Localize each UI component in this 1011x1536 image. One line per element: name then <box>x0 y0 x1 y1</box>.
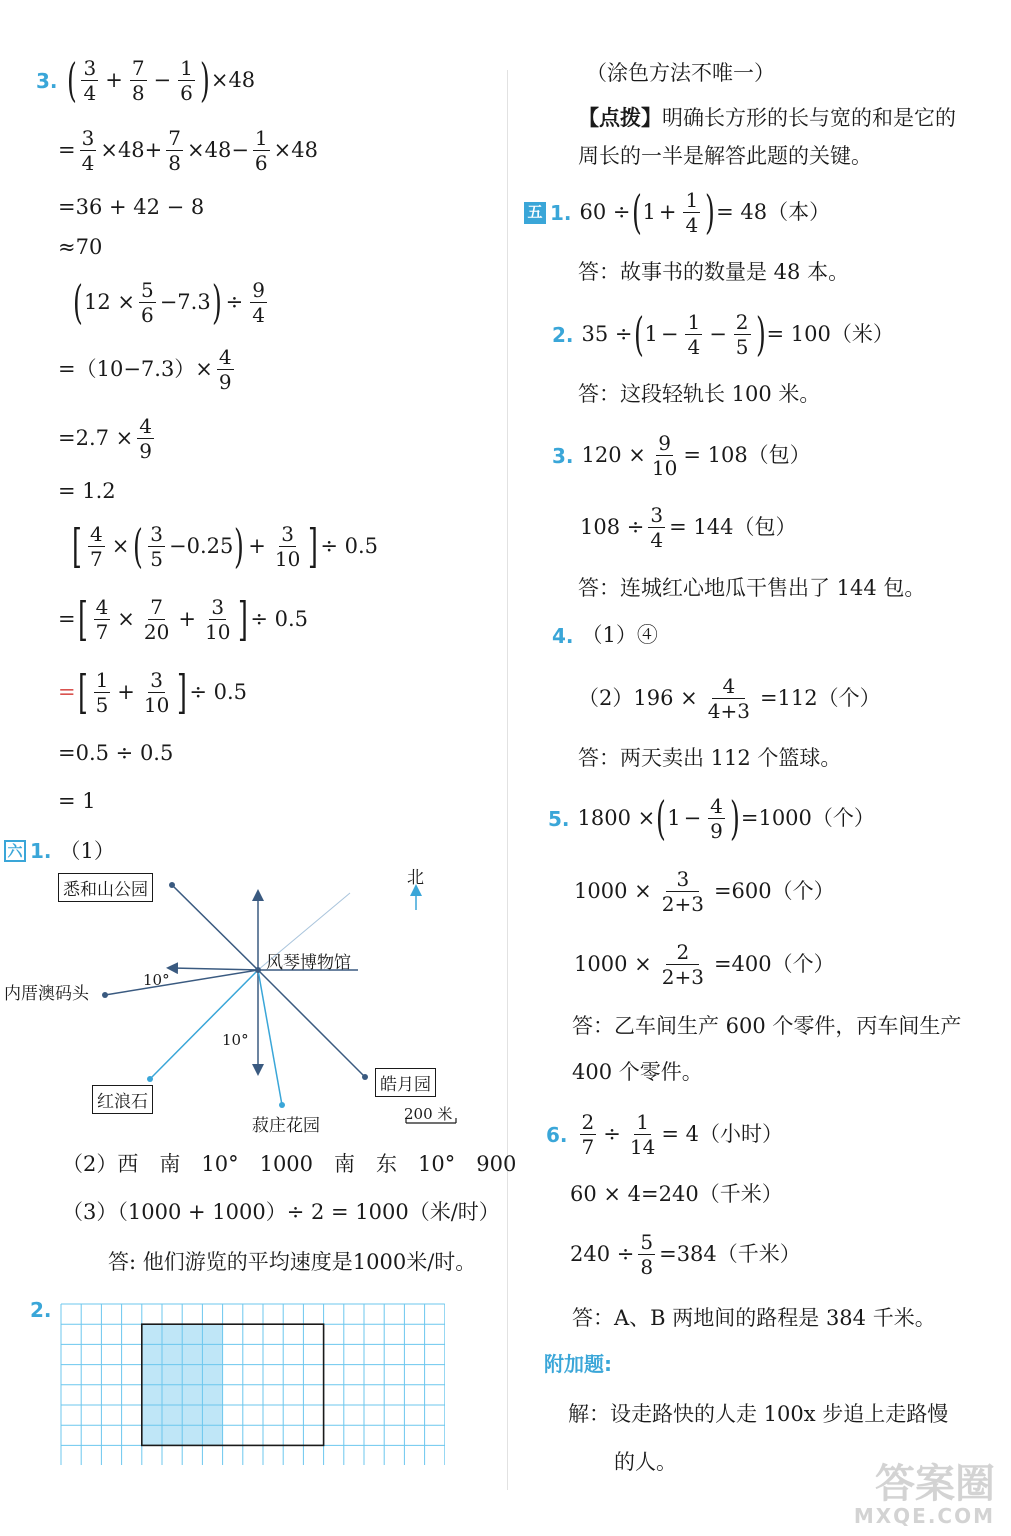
watermark: 答案圈 MXQE.COM <box>853 1461 995 1528</box>
q5-answer-1: 答：乙车间生产 600 个零件，丙车间生产 <box>572 1014 962 1038</box>
extra-title: 附加题: <box>544 1352 612 1376</box>
section-six-header: 六 1. （1） <box>4 840 115 862</box>
q3-expr-3-step-2: = [ $\frac{1}{5}$ + $\frac{3}{10}$ ] ÷ 0.5 <box>58 664 247 719</box>
fraction: $\frac{9}{10}$ <box>651 431 678 480</box>
fraction: $\frac{3}{10}$ <box>204 595 231 644</box>
fraction: $\frac{9}{4}$ <box>252 278 265 327</box>
fraction: $\frac{3}{10}$ <box>274 522 301 571</box>
q3-line-3: =36 + 42 − 8 <box>58 195 205 219</box>
fraction: $\frac{4}{4+3}$ <box>707 674 750 723</box>
q6-step-3: 240 ÷ $\frac{5}{8}$ =384（千米） <box>570 1230 801 1279</box>
fraction: $\frac{4}{9}$ <box>139 414 152 463</box>
section-five-q1: 五 1. 60 ÷ ( 1 + $\frac{1}{4}$ ) = 48（本） <box>524 190 830 235</box>
q2-expr: 2. 35 ÷ ( 1 − $\frac{1}{4}$ − $\frac{2}{5}$ ) = 100（米） <box>552 306 894 361</box>
q3-line-4: ≈70 <box>58 235 103 259</box>
q6-step-2: 60 × 4=240（千米） <box>570 1182 783 1206</box>
q2-answer: 答：这段轻轨长 100 米。 <box>578 382 821 406</box>
fraction: $\frac{2}{5}$ <box>735 310 749 359</box>
fraction: $\frac{3}{10}$ <box>143 668 170 717</box>
fraction: $\frac{7}{8}$ <box>131 56 145 105</box>
fraction: $\frac{4}{7}$ <box>89 522 103 571</box>
fraction: $\frac{1}{6}$ <box>180 56 193 105</box>
fraction: $\frac{1}{5}$ <box>95 668 109 717</box>
north-label: 北 <box>407 868 424 888</box>
scale-label: 200 米 <box>404 1105 453 1123</box>
q3-expr: 3. 120 × $\frac{9}{10}$ = 108（包） <box>552 431 811 480</box>
fraction: $\frac{2}{2+3}$ <box>661 940 704 989</box>
fraction: $\frac{3}{2+3}$ <box>661 867 704 916</box>
q4-part-1: 4. （1）④ <box>552 623 658 648</box>
fraction: $\frac{1}{14}$ <box>629 1110 656 1159</box>
fraction: $\frac{4}{9}$ <box>710 794 723 843</box>
section-badge: 六 <box>4 840 26 862</box>
angle-label-2: 10° <box>222 1031 249 1049</box>
q1-answer: 答：故事书的数量是 48 本。 <box>578 260 850 284</box>
fraction: $\frac{1}{4}$ <box>685 188 699 237</box>
part-2: （2）西 南 10° 1000 南 东 10° 900 <box>62 1152 517 1176</box>
fraction: $\frac{2}{7}$ <box>581 1110 595 1159</box>
fraction: $\frac{5}{8}$ <box>640 1230 654 1279</box>
q4-answer: 答：两天卖出 112 个篮球。 <box>578 746 842 770</box>
column-divider <box>507 70 508 1490</box>
q5-step-3: 1000 × $\frac{2}{2+3}$ =400（个） <box>574 940 835 989</box>
angle-label-1: 10° <box>143 971 170 989</box>
extra-line-1: 解：设走路快的人走 100x 步追上走路慢 <box>568 1402 949 1426</box>
q3-expr-3-step-3: =0.5 ÷ 0.5 <box>58 741 174 765</box>
location-moon: 皓月园 <box>375 1068 436 1097</box>
location-redrock: 红浪石 <box>92 1085 153 1114</box>
note-coloring: （涂色方法不唯一） <box>586 61 775 85</box>
q3-expr-2-result: = 1.2 <box>58 479 116 503</box>
q3-expr-2-step-1: =（10−7.3）× $\frac{4}{9}$ <box>58 345 232 394</box>
fraction: $\frac{7}{20}$ <box>143 595 170 644</box>
q3-expr-3-result: = 1 <box>58 789 96 813</box>
section-badge: 五 <box>524 202 546 224</box>
fraction: $\frac{1}{6}$ <box>254 126 268 175</box>
shading-grid <box>60 1303 445 1465</box>
q5-expr: 5. 1800 × ( 1 − $\frac{4}{9}$ ) =1000（个） <box>548 790 875 845</box>
extra-line-2: 的人。 <box>614 1450 677 1474</box>
q3-line-1: 3. ( $\frac{3}{4}$ + $\frac{7}{8}$ − $\frac{1}{6}$ ) ×48 <box>36 52 256 107</box>
q3-expr-2-step-2: =2.7 × $\frac{4}{9}$ <box>58 414 152 463</box>
part-3: （3）（1000 + 1000）÷ 2 = 1000（米/时） <box>62 1200 500 1224</box>
q2-label: 2. <box>30 1298 52 1322</box>
location-museum: 风琴博物馆 <box>266 953 351 973</box>
fraction: $\frac{4}{7}$ <box>95 595 109 644</box>
q3-expr-2: ( 12 × $\frac{5}{6}$ −7.3 ) ÷ $\frac{9}{4}$ <box>73 274 265 329</box>
q3-line-2: = $\frac{3}{4}$ ×48+ $\frac{7}{8}$ ×48− $\frac{1}{6}$ ×48 <box>58 126 318 175</box>
grid-svg <box>60 1303 445 1465</box>
q3-expr-3: [ $\frac{4}{7}$ × ( $\frac{3}{5}$ −0.25 ) + $\frac{3}{10}$ ] ÷ 0.5 <box>72 518 378 573</box>
fraction: $\frac{4}{9}$ <box>218 345 232 394</box>
tip-line-2: 周长的一半是解答此题的关键。 <box>578 144 872 168</box>
q3-expr-3-step-1: = [ $\frac{4}{7}$ × $\frac{7}{20}$ + $\frac{3}{10}$ ] ÷ 0.5 <box>58 591 309 646</box>
location-wharf: 内厝澳码头 <box>4 984 89 1004</box>
q5-step-2: 1000 × $\frac{3}{2+3}$ =600（个） <box>574 867 835 916</box>
fraction: $\frac{1}{4}$ <box>687 310 701 359</box>
q4-part-2: （2）196 × $\frac{4}{4+3}$ =112（个） <box>578 674 881 723</box>
location-garden: 菽庄花园 <box>252 1116 320 1136</box>
location-park: 悉和山公园 <box>58 873 153 902</box>
fraction: $\frac{7}{8}$ <box>168 126 181 175</box>
fraction: $\frac{3}{5}$ <box>150 522 163 571</box>
q5-answer-2: 400 个零件。 <box>572 1060 703 1084</box>
fraction: $\frac{3}{4}$ <box>83 56 97 105</box>
tip-line-1: 【点拨】 明确长方形的长与宽的和是它的 <box>578 106 956 130</box>
fraction: $\frac{3}{4}$ <box>81 126 95 175</box>
part-3-answer: 答: 他们游览的平均速度是1000米/时。 <box>108 1250 477 1274</box>
q6-answer: 答：A、B 两地间的路程是 384 千米。 <box>572 1306 936 1330</box>
q3-answer: 答：连城红心地瓜干售出了 144 包。 <box>578 576 926 600</box>
fraction: $\frac{3}{4}$ <box>650 503 664 552</box>
q3-step-2: 108 ÷ $\frac{3}{4}$ = 144（包） <box>580 503 797 552</box>
q6-expr: 6. $\frac{2}{7}$ ÷ $\frac{1}{14}$ = 4（小时） <box>546 1110 783 1159</box>
fraction: $\frac{5}{6}$ <box>140 278 154 327</box>
direction-map <box>0 855 500 1140</box>
